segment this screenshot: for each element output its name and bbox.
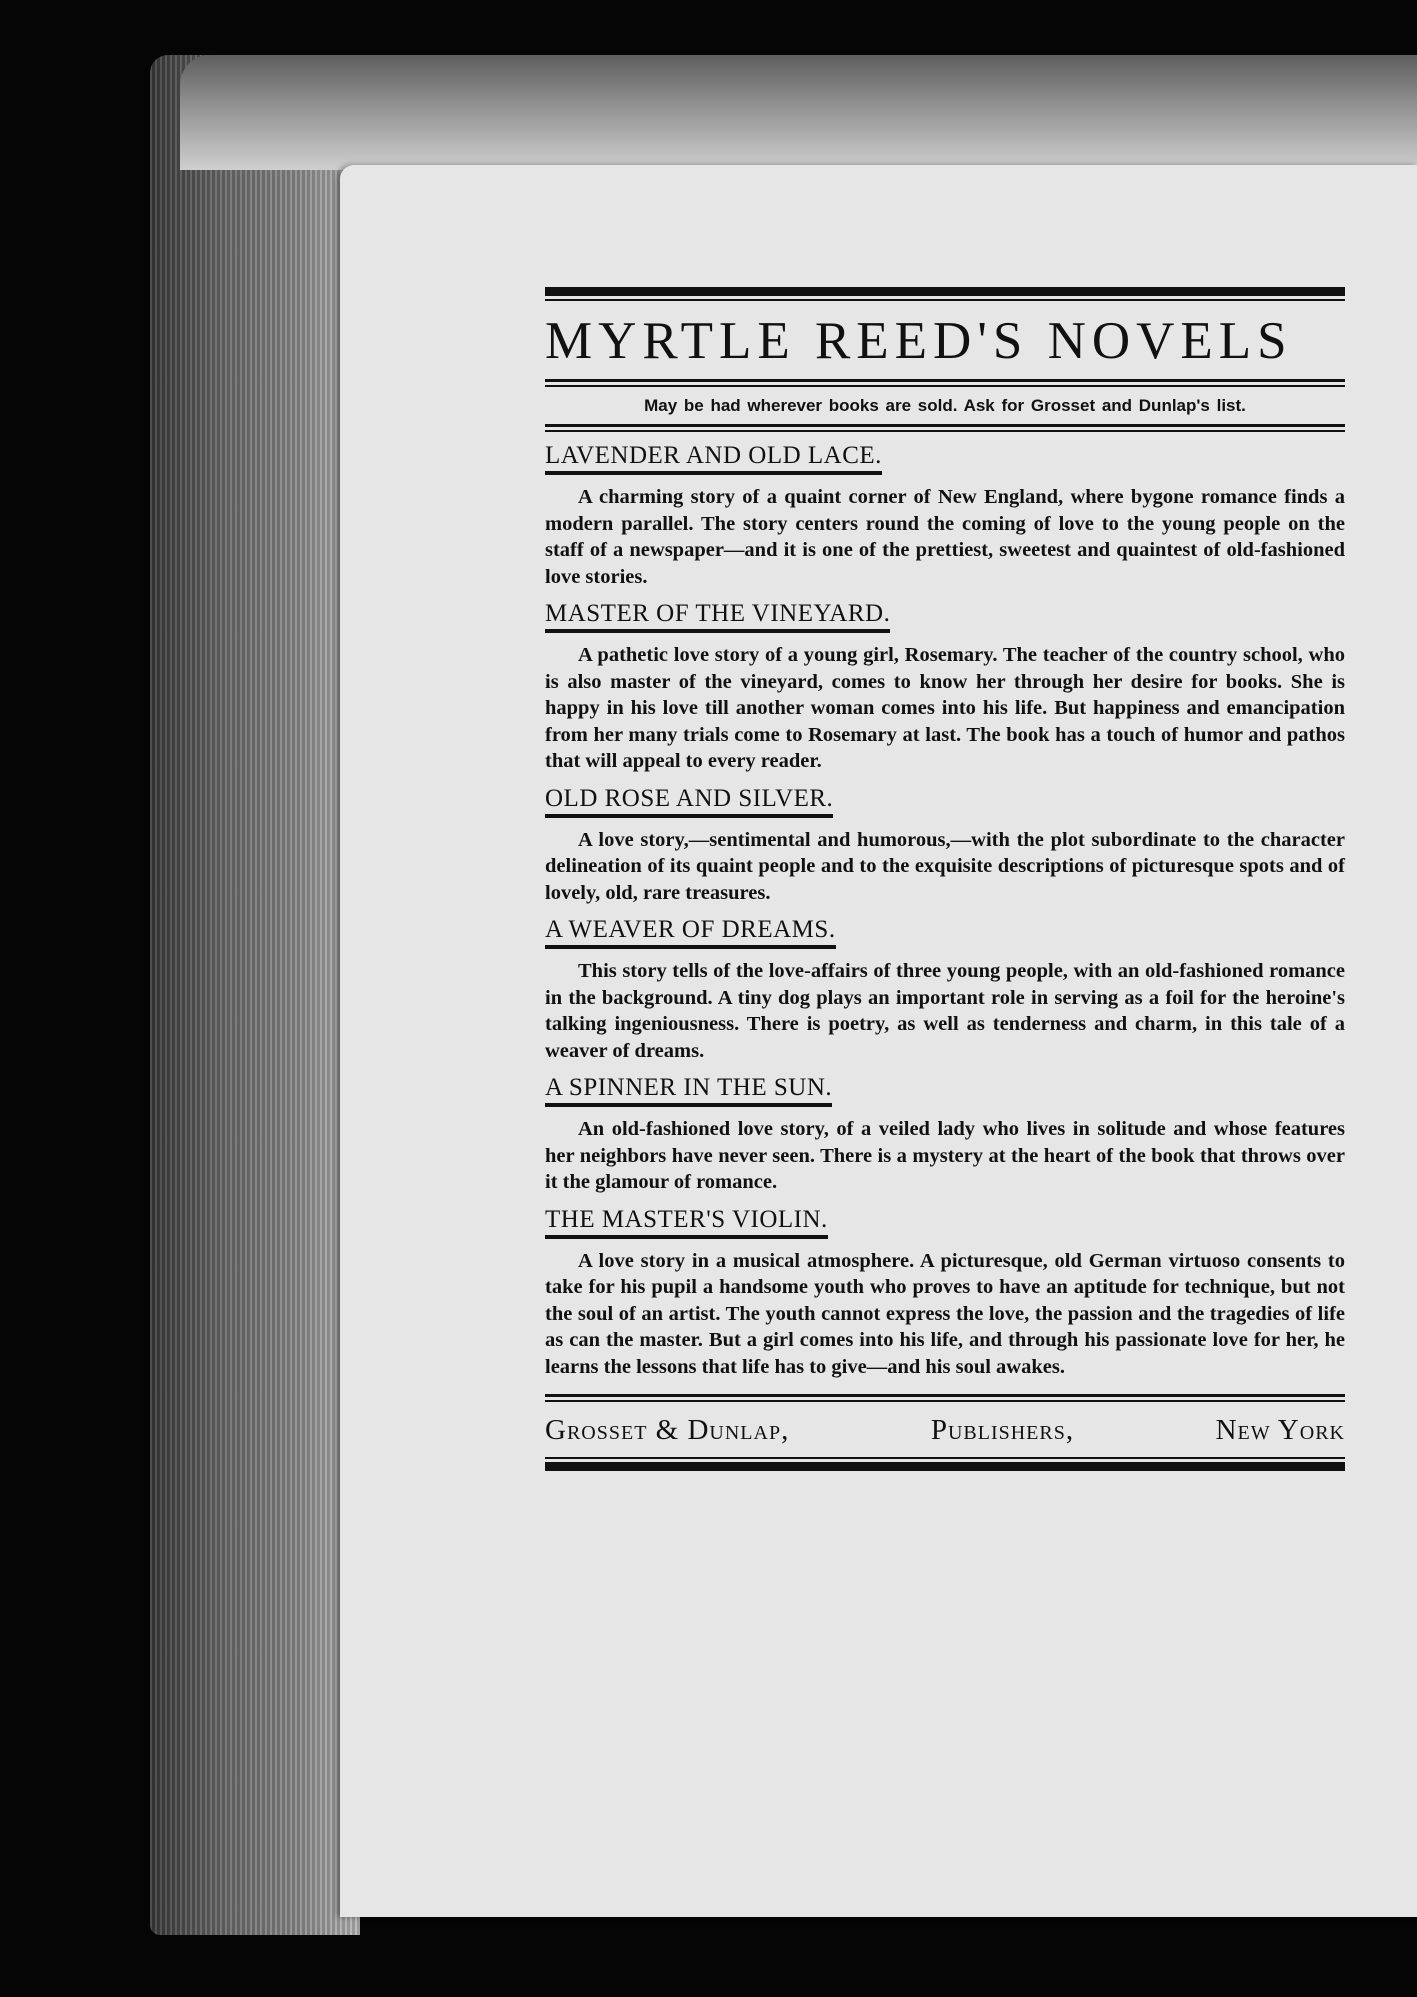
book-description: An old-fashioned love story, of a veiled lady who lives in solitude and whose features her neighbors have never seen. There is a mystery at the heart of the book that throws over it the glamour of romance.: [545, 1118, 1345, 1193]
page-title: MYRTLE REED'S NOVELS: [545, 312, 1293, 370]
book-title: A SPINNER IN THE SUN.: [545, 1074, 832, 1107]
book-entry: [545, 590, 1345, 775]
book-entry: [545, 775, 1345, 907]
book-entry: [545, 1196, 1345, 1381]
book-title: OLD ROSE AND SILVER.: [545, 785, 833, 818]
publisher-city: New York: [1215, 1414, 1345, 1446]
book-entry: [545, 1064, 1345, 1196]
book-description: A pathetic love story of a young girl, Rosemary. The teacher of the country school, who is also master of the vineyard, comes to know her through her desire for books. She is happy in his love till another woman comes into his life. But happiness and emancipation from her many trials come to Rosemary at last. The book has a touch of humor and pathos that will appeal to every reader.: [545, 644, 1345, 772]
book-edge: [150, 55, 360, 1935]
top-rule-thin: [545, 299, 1345, 301]
publisher-role: Publishers,: [930, 1414, 1075, 1446]
book-title: LAVENDER AND OLD LACE.: [545, 442, 882, 475]
publisher-footer: [545, 1402, 1345, 1457]
page-content: [545, 287, 1345, 1471]
footer-rule-bottom: [545, 1462, 1345, 1471]
book-description: This story tells of the love-affairs of three young people, with an old-fashioned romance in the background. A tiny dog plays an important role in serving as a foil for the heroine's talking ingeniousness. There is poetry, as well as tenderness and charm, in this tale of a weaver of dreams.: [545, 960, 1345, 1062]
book-description: A love story,—sentimental and humorous,—with the plot subordinate to the character delineation of its quaint people and to the exquisite descriptions of picturesque spots and of lovely, old, rare treasures.: [545, 828, 1345, 904]
book-description: A charming story of a quaint corner of New England, where bygone romance finds a modern parallel. The story centers round the coming of love to the young people on the staff of a newspaper—and it is one of the prettiest, sweetest and quaintest of old-fashioned love stories.: [545, 486, 1345, 588]
subtitle-rule: [545, 424, 1345, 427]
book-description: A love story in a musical atmosphere. A picturesque, old German virtuoso consents to take for his pupil a handsome youth who proves to have an aptitude for technique, but not the soul of an artist. The youth cannot express the love, the passion and the tragedies of life as can the master. But a girl comes into his life, and through his passionate love for her, he learns the lessons that life has to give—and his soul awakes.: [545, 1249, 1345, 1378]
footer-rule-top: [545, 1394, 1345, 1397]
book-title: MASTER OF THE VINEYARD.: [545, 600, 890, 633]
book-title: A WEAVER OF DREAMS.: [545, 916, 836, 949]
book-title: THE MASTER'S VIOLIN.: [545, 1206, 828, 1239]
book-entry: [545, 432, 1345, 590]
top-rule: [545, 287, 1345, 296]
publisher-name: Grosset & Dunlap,: [545, 1414, 790, 1446]
footer-rule-bottom-thin: [545, 1457, 1345, 1459]
page-subtitle: May be had wherever books are sold. Ask for Grosset and Dunlap's list.: [644, 396, 1246, 415]
book-top-edge: [180, 55, 1417, 170]
title-rule: [545, 379, 1345, 382]
book-entry: [545, 906, 1345, 1064]
